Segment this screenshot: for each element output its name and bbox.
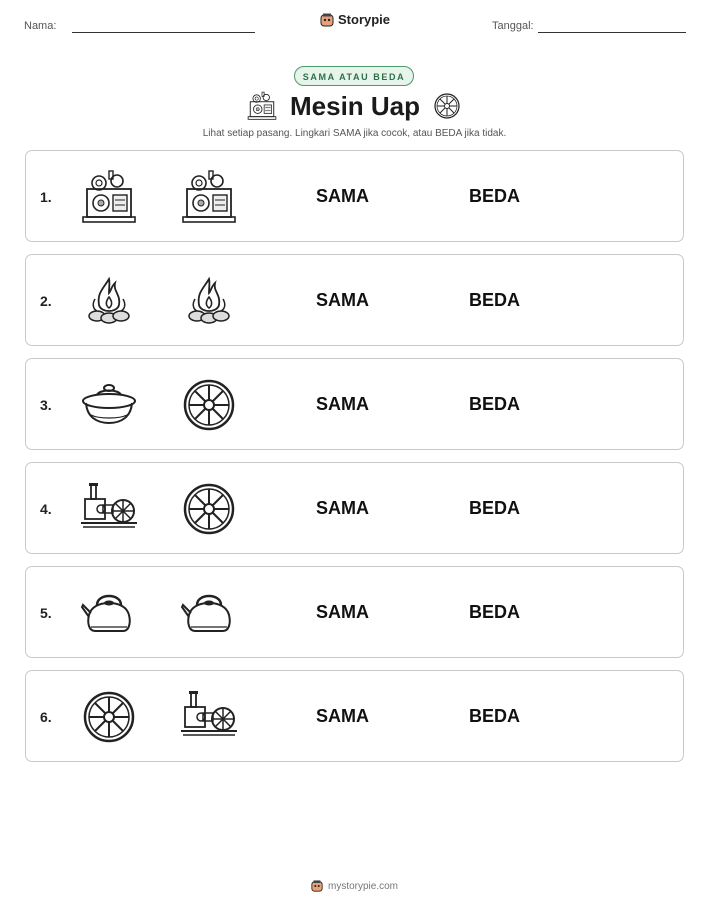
wheel-icon: [432, 91, 462, 121]
campfire-icon: [179, 271, 239, 331]
pot-icon: [79, 375, 139, 435]
steam-engine-machine-icon: [179, 167, 239, 227]
different-option[interactable]: BEDA: [469, 602, 521, 622]
title-row: [246, 90, 462, 122]
same-option[interactable]: SAMA: [316, 602, 369, 622]
different-option[interactable]: BEDA: [469, 706, 521, 726]
footer: [0, 880, 709, 892]
same-option[interactable]: SAMA: [316, 186, 369, 206]
kettle-icon: [79, 583, 139, 643]
storypie-mascot-icon: [320, 13, 334, 27]
question-row: [25, 358, 684, 450]
steam-locomotive-icon: [179, 687, 239, 747]
wheel-icon: [179, 375, 239, 435]
question-row: [25, 566, 684, 658]
same-option[interactable]: SAMA: [316, 706, 369, 726]
steam-engine-machine-icon: [79, 167, 139, 227]
steam-locomotive-icon: [79, 479, 139, 539]
different-option[interactable]: BEDA: [469, 498, 521, 518]
different-option[interactable]: BEDA: [469, 394, 521, 414]
different-option[interactable]: BEDA: [469, 186, 521, 206]
question-number: 4.: [40, 501, 52, 517]
worksheet-type-badge: SAMA ATAU BEDA: [294, 66, 414, 86]
wheel-icon: [79, 687, 139, 747]
name-line[interactable]: [72, 32, 255, 33]
date-label: Tanggal:: [492, 20, 534, 32]
footer-link[interactable]: mystorypie.com: [327, 880, 398, 892]
same-option[interactable]: SAMA: [316, 290, 369, 310]
date-line[interactable]: [538, 32, 686, 33]
question-number: 6.: [40, 709, 52, 725]
question-row: [25, 150, 684, 242]
storypie-mascot-icon: [311, 880, 323, 892]
question-number: 2.: [40, 293, 52, 309]
question-number: 3.: [40, 397, 52, 413]
question-number: 1.: [40, 189, 52, 205]
different-option[interactable]: BEDA: [469, 290, 521, 310]
page-title: Mesin Uap: [290, 90, 421, 121]
brand-logo: [320, 12, 390, 27]
kettle-icon: [179, 583, 239, 643]
name-label: Nama:: [24, 20, 57, 32]
brand-name: Storypie: [338, 12, 391, 27]
question-row: [25, 254, 684, 346]
same-option[interactable]: SAMA: [316, 394, 369, 414]
campfire-icon: [79, 271, 139, 331]
question-row: [25, 462, 684, 554]
steam-engine-icon: [246, 90, 278, 122]
instructions: Lihat setiap pasang. Lingkari SAMA jika cocok, atau BEDA jika tidak.: [202, 128, 507, 139]
same-option[interactable]: SAMA: [316, 498, 369, 518]
question-number: 5.: [40, 605, 52, 621]
question-row: [25, 670, 684, 762]
wheel-icon: [179, 479, 239, 539]
